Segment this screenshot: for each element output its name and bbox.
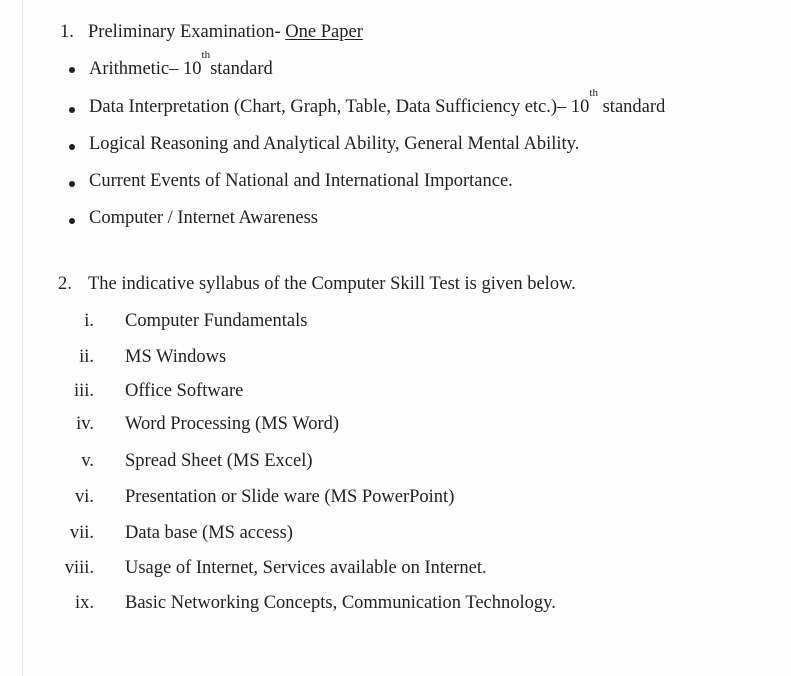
list-item: Computer / Internet Awareness — [89, 208, 318, 228]
section1-heading — [60, 21, 363, 43]
list-item: Data Interpretation (Chart, Graph, Table, Data Sufficiency etc.)– 10th standard — [89, 87, 666, 117]
bullet-icon — [69, 67, 75, 73]
section1-number: 1. — [60, 22, 74, 42]
section2-heading — [58, 273, 576, 295]
bullet-icon — [69, 218, 75, 224]
section1-title: Preliminary Examination- — [88, 22, 281, 42]
list-item: Logical Reasoning and Analytical Ability, General Mental Ability. — [89, 134, 580, 154]
list-numeral: v. — [81, 451, 94, 471]
list-item: Current Events of National and International Importance. — [89, 171, 513, 191]
list-numeral: vii. — [69, 523, 94, 543]
document-page: 1. Preliminary Examination- One Paper Arithmetic– 10thstandard Data Interpretation (Chart, Graph, Table, Data Sufficiency etc.)– 10th standard Logical Reasoning and Analytical Ability, General Mental Ability. Current Events of National and International Importance. Computer / Internet Awareness 2. The indicative syllabus of the Computer Skill Test is given below. i. Computer Fundamentals ii. MS Windows iii. Office Software iv. Word Processing (MS Word) v. Spread Sheet (MS Excel) vi. Presentation or Slide ware (MS PowerPoint) vii. Data base (MS access) viii. Usage of Internet, Services available on Internet. ix. Basic Networking Concepts, Communication Technology. — [0, 0, 791, 676]
bullet-icon — [69, 181, 75, 187]
page-edge-line — [22, 0, 23, 676]
list-numeral: vi. — [74, 487, 94, 507]
list-numeral: iv. — [76, 414, 94, 434]
list-numeral: ii. — [79, 347, 94, 367]
list-numeral: viii. — [64, 558, 94, 578]
section2-title: The indicative syllabus of the Computer Skill Test is given below. — [88, 274, 576, 294]
list-numeral: ix. — [74, 593, 94, 613]
bullet-icon — [69, 107, 75, 113]
bullet-icon — [69, 144, 75, 150]
section2-number: 2. — [58, 274, 72, 294]
list-numeral: i. — [84, 311, 94, 331]
list-numeral: iii. — [73, 381, 94, 401]
list-item: Arithmetic– 10thstandard — [89, 49, 273, 79]
section1-title-underlined: One Paper — [285, 22, 363, 42]
